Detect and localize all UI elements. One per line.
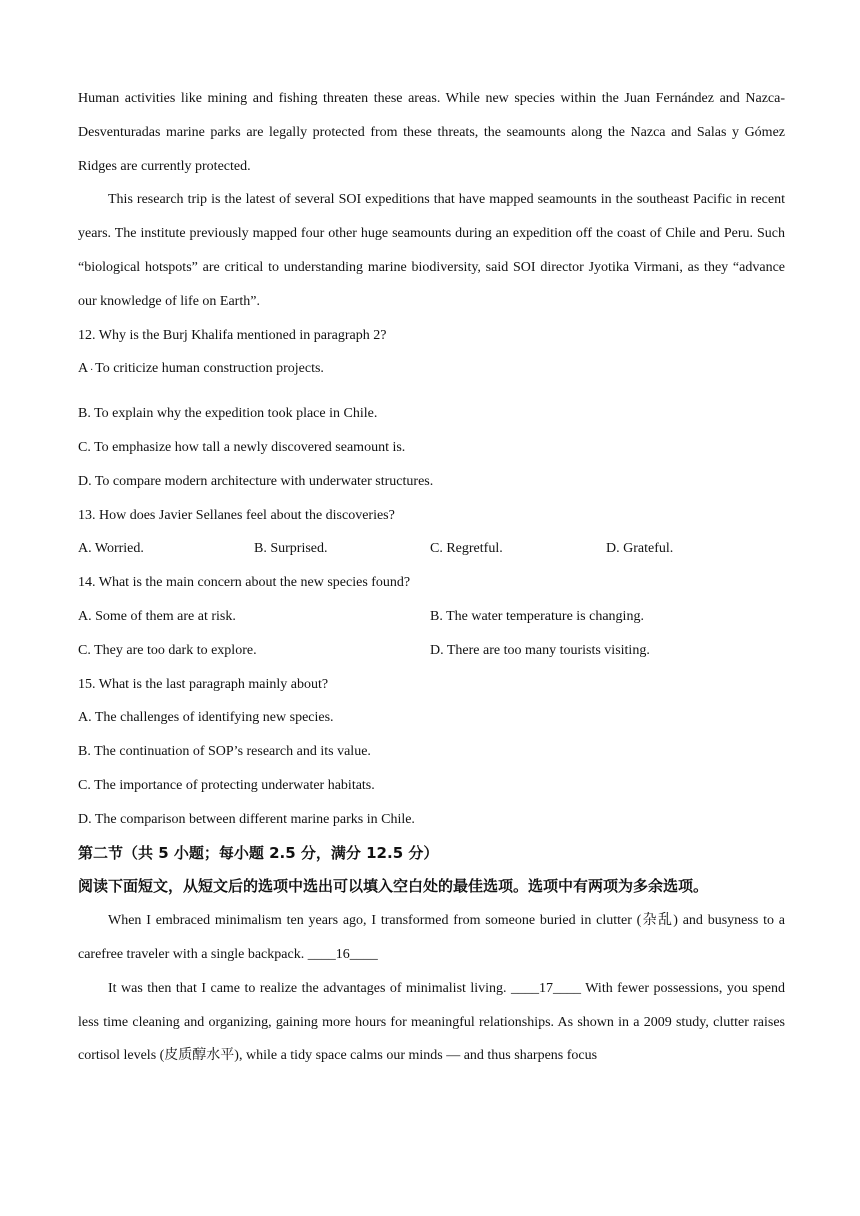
- question-13-stem: 13. How does Javier Sellanes feel about the discoveries?: [78, 507, 395, 523]
- passage-2-text: When I embraced minimalism ten years ago, I transformed from someone buried in clutter (杂乱) and busyness to a carefree traveler with a single backpack.: [78, 913, 785, 962]
- section-2-instructions: 阅读下面短文，从短文后的选项中选出可以填入空白处的最佳选项。选项中有两项为多余选项。: [78, 877, 709, 896]
- question-15-stem: 15. What is the last paragraph mainly about?: [78, 676, 329, 692]
- question-12-option-c: C. To emphasize how tall a newly discovered seamount is.: [78, 439, 406, 455]
- passage-2-paragraph-2: [78, 972, 785, 1073]
- section-2-title: 第二节（共 5 小题；每小题 2.5 分，满分 12.5 分）: [78, 843, 439, 862]
- blank-16: ____16____: [307, 946, 378, 962]
- question-14-option-a: A. Some of them are at risk.: [78, 608, 236, 624]
- blank-17: ____17____: [511, 980, 582, 996]
- question-13-option-a: A. Worried.: [78, 541, 144, 557]
- question-14-options-row-2: [78, 634, 785, 668]
- spacer: [78, 386, 785, 397]
- question-13-options: [78, 532, 785, 566]
- option-letter: A: [78, 361, 89, 377]
- passage-paragraph-1: Human activities like mining and fishing threaten these areas. While new species within the Juan Fernández and Nazca-Desventuradas marine parks are legally protected from these threats, the seamounts along the Nazca and Salas y Gómez Ridges are currently protected.: [78, 91, 785, 174]
- question-13-option-d: D. Grateful.: [606, 541, 674, 557]
- question-14-option-c: C. They are too dark to explore.: [78, 642, 257, 658]
- question-14-stem: 14. What is the main concern about the new species found?: [78, 575, 411, 591]
- question-14-option-d: D. There are too many tourists visiting.: [430, 642, 650, 658]
- question-12-stem: 12. Why is the Burj Khalifa mentioned in paragraph 2?: [78, 327, 387, 343]
- question-12-option-a: [78, 352, 785, 386]
- question-13-option-c: C. Regretful.: [430, 541, 503, 557]
- question-12-option-b: B. To explain why the expedition took place in Chile.: [78, 406, 378, 422]
- question-15-option-c: C. The importance of protecting underwater habitats.: [78, 777, 375, 793]
- question-14-option-b: B. The water temperature is changing.: [430, 608, 644, 624]
- passage-paragraph-2: This research trip is the latest of several SOI expeditions that have mapped seamounts in the southeast Pacific in recent years. The institute previously mapped four other huge seamounts during an expedition off the coast of Chile and Peru. Such “biological hotspots” are critical to understanding marine biodiversity, said SOI director Jyotika Virmani, as they “advance our knowledge of life on Earth”.: [78, 192, 785, 309]
- question-12-option-d: D. To compare modern architecture with underwater structures.: [78, 473, 434, 489]
- question-15-option-d: D. The comparison between different marine parks in Chile.: [78, 811, 415, 827]
- question-14-options-row-1: [78, 600, 785, 634]
- passage-2-text-continued: With fewer possessions, you spend less time cleaning and organizing, gaining more hours for meaningful relationships. As shown in a 2009 study, clutter raises cortisol levels (皮质醇水平), while a tidy space calms our minds — and thus sharpens focus: [78, 980, 785, 1064]
- passage-2-paragraph-1: [78, 904, 785, 972]
- question-13-option-b: B. Surprised.: [254, 541, 328, 557]
- passage-2-text: It was then that I came to realize the advantages of minimalist living.: [108, 980, 512, 996]
- question-15-option-b: B. The continuation of SOP’s research and its value.: [78, 744, 371, 760]
- option-dot: ·: [90, 365, 94, 377]
- document-page: [78, 82, 785, 1073]
- option-text: To criticize human construction projects.: [95, 361, 324, 377]
- question-15-option-a: A. The challenges of identifying new species.: [78, 710, 334, 726]
